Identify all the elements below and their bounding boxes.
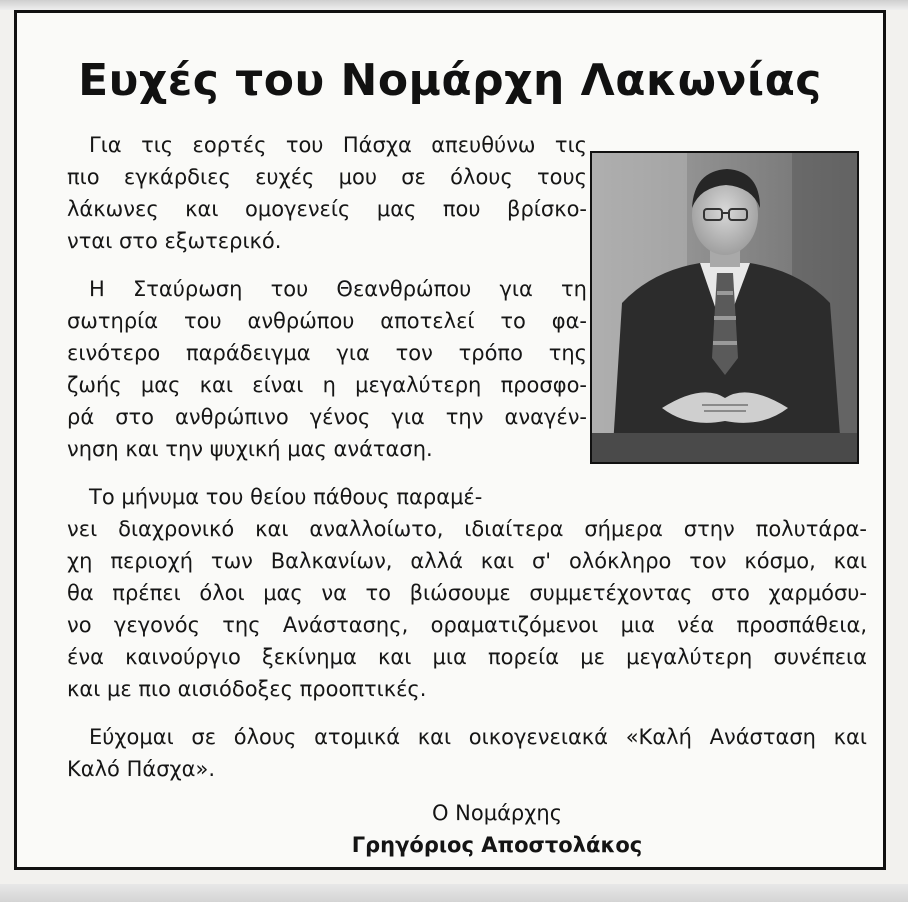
text-line: νται στο εξωτερικό. — [67, 229, 282, 253]
signature-name: Γρηγόριος Αποστολάκος — [351, 833, 643, 857]
headline: Ευχές του Νομάρχη Λακωνίας — [78, 55, 822, 106]
text-line: πιο εγκάρδιες ευχές μου σε όλους τους — [67, 165, 587, 189]
article-box — [14, 10, 886, 870]
text-line: Καλό Πάσχα». — [67, 757, 216, 781]
text-line: ζωής μας και είναι η μεγαλύτερη προσφο- — [67, 373, 587, 397]
paragraph-3 — [67, 481, 867, 705]
text-line: νει διαχρονικό και αναλλοίωτο, ιδιαίτερα σήμερα στην πολυτάρα- — [67, 517, 867, 541]
paragraph-2 — [67, 273, 587, 465]
text-line: Το μήνυμα του θείου πάθους παραμέ- — [89, 485, 483, 509]
text-line: Για τις εορτές του Πάσχα απευθύνω τις — [89, 133, 587, 157]
text-line: ρά στο ανθρώπινο γένος για την αναγέν- — [67, 405, 587, 429]
text-line: νο γεγονός της Ανάστασης, οραματιζόμενοι μια νέα προσπάθεια, — [67, 613, 867, 637]
paragraph-1 — [67, 129, 587, 257]
previous-page-edge — [0, 0, 908, 10]
text-line: λάκωνες και ομογενείς μας που βρίσκο- — [67, 197, 587, 221]
paragraph-4 — [67, 721, 867, 785]
text-line: Εύχομαι σε όλους ατομικά και οικογενειακά «Καλή Ανάσταση και — [89, 725, 867, 749]
text-line: θα πρέπει όλοι μας να το βιώσουμε συμμετέχοντας στο χαρμόσυ- — [67, 581, 867, 605]
text-line: και με πιο αισιόδοξες προοπτικές. — [67, 677, 427, 701]
text-line: εινότερο παράδειγμα για τον τρόπο της — [67, 341, 587, 365]
portrait-photo — [590, 151, 859, 464]
text-line: σωτηρία του ανθρώπου αποτελεί το φα- — [67, 309, 587, 333]
page-bottom-edge — [0, 884, 908, 902]
text-line: ένα καινούργιο ξεκίνημα και μια πορεία με μεγαλύτερη συνέπεια — [67, 645, 867, 669]
text-line: χη περιοχή των Βαλκανίων, αλλά και σ' ολόκληρο τον κόσμο, και — [67, 549, 867, 573]
text-line: Η Σταύρωση του Θεανθρώπου για τη — [89, 277, 587, 301]
signature-title: Ο Νομάρχης — [431, 801, 563, 825]
text-line: νηση και την ψυχική μας ανάταση. — [67, 437, 433, 461]
